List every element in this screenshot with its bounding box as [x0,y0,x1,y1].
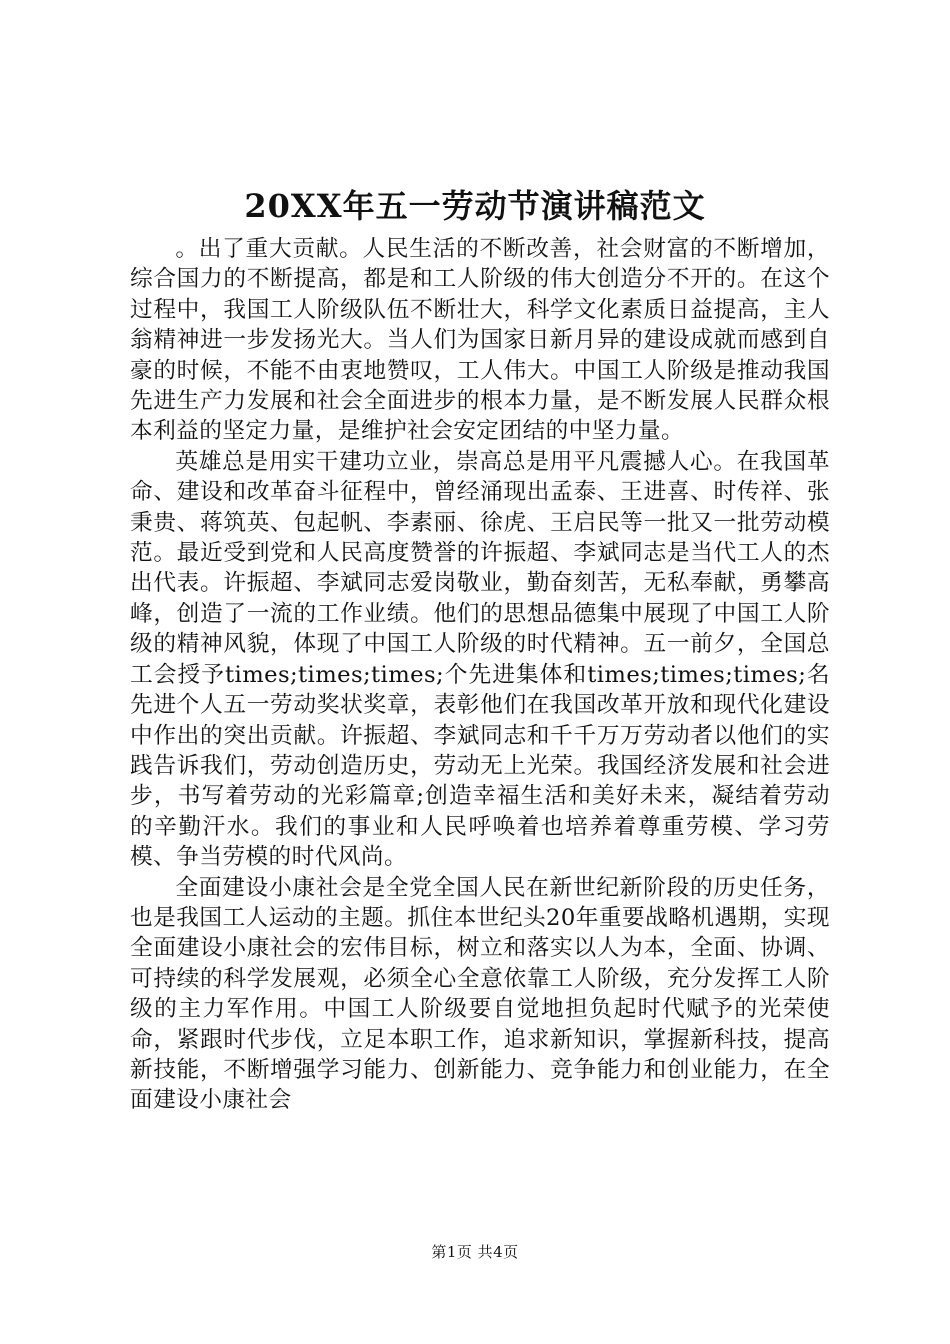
page-footer: 第1页 共4页 [431,1243,519,1261]
document-body [130,234,830,1116]
paragraph-3: 全面建设小康社会是全党全国人民在新世纪新阶段的历史任务，也是我国工人运动的主题。抓住本世纪头20年重要战略机遇期，实现全面建设小康社会的宏伟目标，树立和落实以人为本，全面、协调、可持续的科学发展观，必须全心全意依靠工人阶级，充分发挥工人阶级的主力军作用。中国工人阶级要自觉地担负起时代赋予的光荣使命，紧跟时代步伐，立足本职工作，追求新知识，掌握新科技，提高新技能，不断增强学习能力、创新能力、竞争能力和创业能力，在全面建设小康社会 [130,874,830,1114]
document-title: 20XX年五一劳动节演讲稿范文 [244,187,706,225]
paragraph-2: 英雄总是用实干建功立业，崇高总是用平凡震撼人心。在我国革命、建设和改革奋斗征程中，曾经涌现出孟泰、王进喜、时传祥、张秉贵、蒋筑英、包起帆、李素丽、徐虎、王启民等一批又一批劳动模范。最近受到党和人民高度赞誉的许振超、李斌同志是当代工人的杰出代表。许振超、李斌同志爱岗敬业，勤奋刻苦，无私奉献，勇攀高峰，创造了一流的工作业绩。他们的思想品德集中展现了中国工人阶级的精神风貌，体现了中国工人阶级的时代精神。五一前夕，全国总工会授予times;times;times;个先进集体和times;times;times;名先进个人五一劳动奖状奖章，表彰他们在我国改革开放和现代化建设中作出的突出贡献。许振超、李斌同志和千千万万劳动者以他们的实践告诉我们，劳动创造历史，劳动无上光荣。我国经济发展和社会进步，书写着劳动的光彩篇章;创造幸福生活和美好未来，凝结着劳动的辛勤汗水。我们的事业和人民呼唤着也培养着尊重劳模、学习劳模、争当劳模的时代风尚。 [130,448,830,871]
paragraph-1: 。出了重大贡献。人民生活的不断改善，社会财富的不断增加，综合国力的不断提高，都是和工人阶级的伟大创造分不开的。在这个过程中，我国工人阶级队伍不断壮大，科学文化素质日益提高，主人翁精神进一步发扬光大。当人们为国家日新月异的建设成就而感到自豪的时候，不能不由衷地赞叹，工人伟大。中国工人阶级是推动我国先进生产力发展和社会全面进步的根本力量，是不断发展人民群众根本利益的坚定力量，是维护社会安定团结的中坚力量。 [130,236,830,445]
